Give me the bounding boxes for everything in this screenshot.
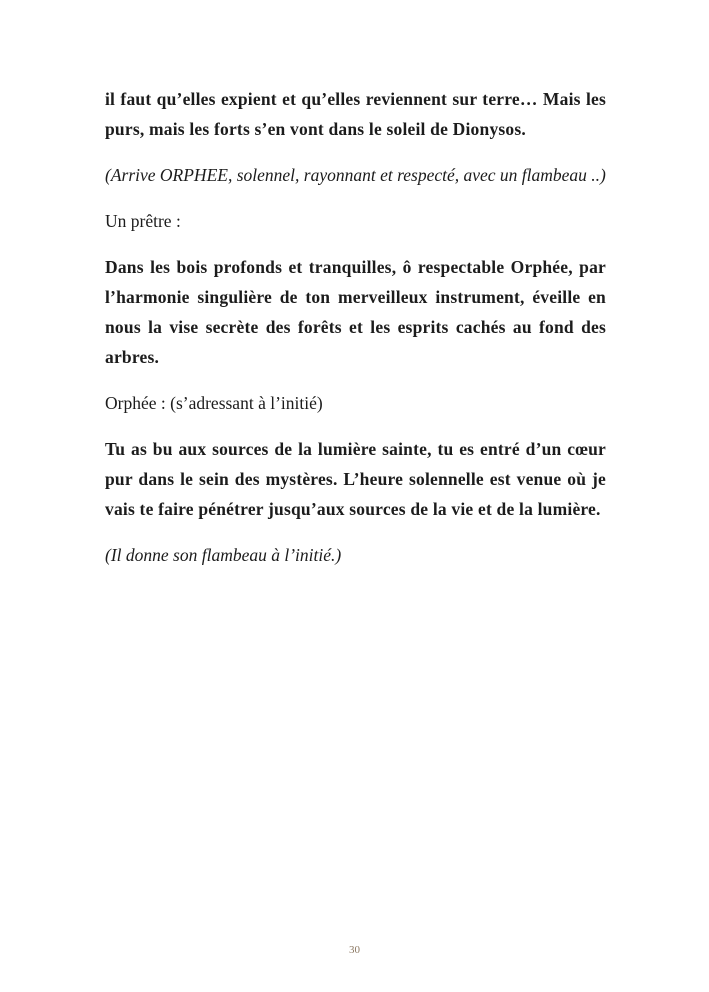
paragraph-narration: il faut qu’elles expient et qu’elles reviennent sur terre… Mais les purs, mais les forts s’en vont dans le soleil de Dionysos. [105, 89, 606, 139]
page-content [105, 84, 606, 586]
paragraph-stage-direction-2: (Il donne son flambeau à l’initié.) [105, 545, 342, 565]
paragraph-stage-direction: (Arrive ORPHEE, solennel, rayonnant et respecté, avec un flambeau ..) [105, 165, 606, 185]
page-number: 30 [349, 944, 360, 956]
paragraph-speaker-orphee: Orphée : (s’adressant à l’initié) [105, 393, 323, 413]
paragraph-orphee-speech: Tu as bu aux sources de la lumière sainte, tu es entré d’un cœur pur dans le sein des mystères. L’heure solennelle est venue où je vais te faire pénétrer jusqu’aux sources de la vie et de la lumière. [105, 439, 606, 519]
paragraph-pretre-speech: Dans les bois profonds et tranquilles, ô respectable Orphée, par l’harmonie singulière de ton merveilleux instrument, éveille en nous la vise secrète des forêts et les esprits cachés au fond des arbres. [105, 257, 606, 367]
paragraph-speaker-pretre: Un prêtre : [105, 211, 181, 231]
